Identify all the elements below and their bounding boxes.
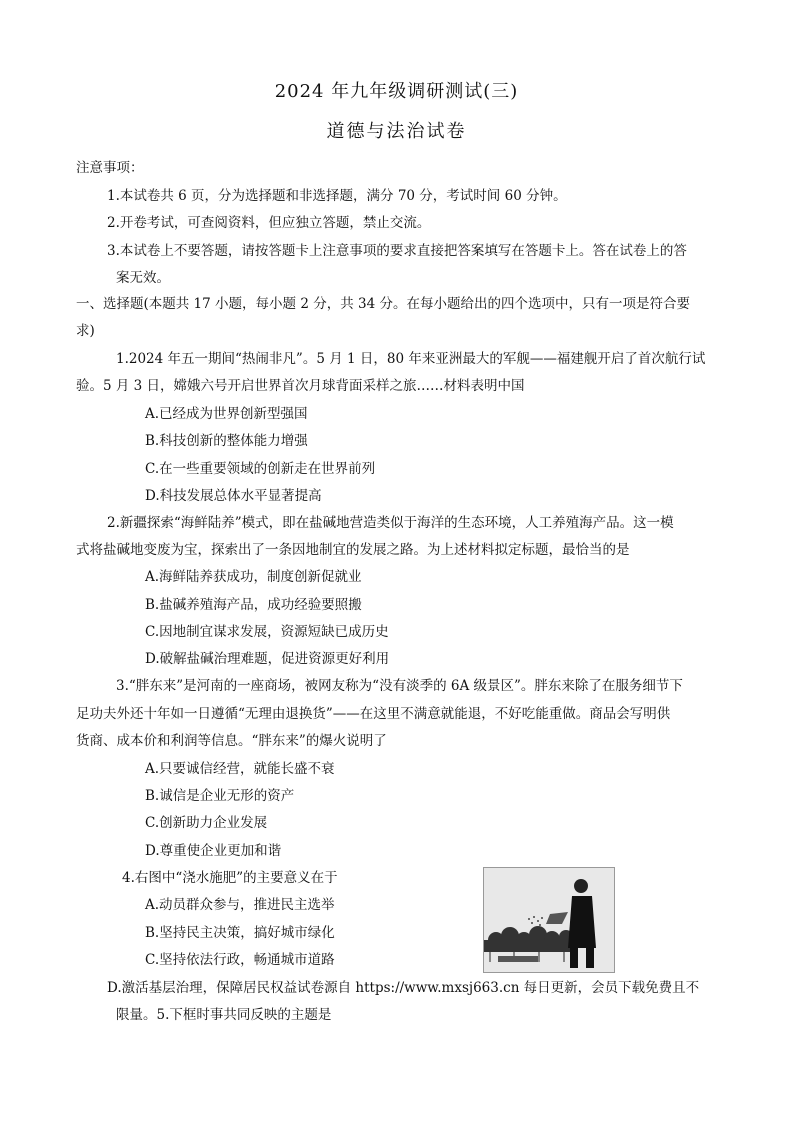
page-title: 2024 年九年级调研测试(三) — [274, 81, 519, 102]
question-option: C.因地制宜谋求发展，资源短缺已成历史 — [145, 624, 389, 640]
tail-line: 限量。5.下框时事共同反映的主题是 — [116, 1007, 332, 1023]
question-stem: 式将盐碱地变废为宝，探索出了一条因地制宜的发展之路。为上述材料拟定标题，最恰当的是 — [76, 542, 630, 558]
question-option: B.科技创新的整体能力增强 — [145, 433, 308, 449]
notice-item: 案无效。 — [116, 270, 170, 286]
notice-item: 1.本试卷共 6 页，分为选择题和非选择题，满分 70 分，考试时间 60 分钟。 — [107, 188, 567, 204]
question-stem: 4.右图中“浇水施肥”的主要意义在于 — [122, 870, 338, 886]
question-option: A.动员群众参与，推进民主选举 — [145, 897, 335, 913]
question-stem: 3.“胖东来”是河南的一座商场，被网友称为“没有淡季的 6A 级景区”。胖东来除了在服务细节下 — [116, 678, 683, 694]
cartoon-figure — [483, 867, 615, 973]
question-option: A.只要诚信经营，就能长盛不衰 — [145, 761, 335, 777]
page-subtitle: 道德与法治试卷 — [326, 121, 467, 142]
question-option: C.创新助力企业发展 — [145, 815, 268, 831]
question-option: C.坚持依法行政，畅通城市道路 — [145, 952, 335, 968]
question-stem: 货商、成本价和利润等信息。“胖东来”的爆火说明了 — [76, 733, 387, 749]
notice-heading: 注意事项： — [76, 160, 144, 176]
question-option: B.诚信是企业无形的资产 — [145, 788, 295, 804]
section-heading: 求) — [76, 323, 95, 339]
question-option: D.破解盐碱治理难题，促进资源更好利用 — [145, 651, 390, 667]
watering-cartoon-icon — [484, 868, 614, 972]
question-option: B.坚持民主决策，搞好城市绿化 — [145, 925, 335, 941]
question-option: C.在一些重要领域的创新走在世界前列 — [145, 461, 376, 477]
question-stem: 验。5 月 3 日，嫦娥六号开启世界首次月球背面采样之旅……材料表明中国 — [76, 378, 525, 394]
question-option: A.已经成为世界创新型强国 — [145, 406, 308, 422]
question-option: D.科技发展总体水平显著提高 — [145, 488, 322, 504]
question-stem: 1.2024 年五一期间“热闹非凡”。5 月 1 日，80 年来亚洲最大的军舰——福建舰开启了首次航行试 — [116, 351, 706, 367]
tail-line: D.激活基层治理，保障居民权益试卷源自 https://www.mxsj663.cn 每日更新，会员下载免费且不 — [107, 980, 700, 996]
question-stem: 足功夫外还十年如一日遵循“无理由退换货”——在这里不满意就能退，不好吃能重做。商品会写明供 — [76, 706, 671, 722]
question-option: D.尊重使企业更加和谐 — [145, 843, 282, 859]
notice-item: 2.开卷考试，可查阅资料，但应独立答题，禁止交流。 — [107, 215, 431, 231]
question-option: B.盐碱养殖海产品，成功经验要照搬 — [145, 597, 362, 613]
question-option: A.海鲜陆养获成功，制度创新促就业 — [145, 569, 362, 585]
question-stem: 2.新疆探索“海鲜陆养”模式，即在盐碱地营造类似于海洋的生态环境，人工养殖海产品。这一模 — [107, 515, 674, 531]
section-heading: 一、选择题(本题共 17 小题，每小题 2 分，共 34 分。在每小题给出的四个选项中，只有一项是符合要 — [76, 296, 690, 312]
notice-item: 3.本试卷上不要答题，请按答题卡上注意事项的要求直接把答案填写在答题卡上。答在试卷上的答 — [107, 243, 687, 259]
